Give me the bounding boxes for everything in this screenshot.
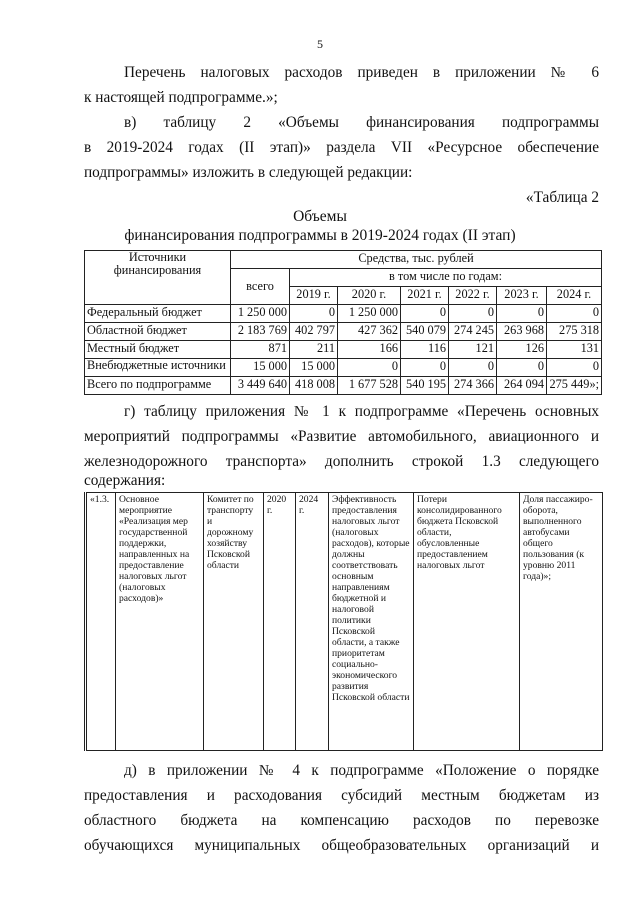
cell-value: 275 318 [547, 323, 602, 341]
cell-value: 540 079 [401, 323, 449, 341]
table-row [85, 341, 602, 359]
paragraph-line: г) таблицу приложения № 1 к подпрограмме «Перечень основных [124, 403, 599, 420]
cell-value: 121 [449, 341, 497, 359]
paragraph-line: обучающихся муниципальных общеобразовательных организаций и [84, 837, 599, 854]
header-year: 2023 г. [497, 287, 547, 305]
table-title: Объемы [293, 208, 347, 225]
paragraph-line: содержания: [84, 472, 166, 489]
table-header-row [85, 251, 602, 269]
row-source: Внебюджетные источники [85, 359, 231, 377]
paragraph-line: мероприятий подпрограммы «Развитие автомобильного, авиационного и [84, 428, 599, 445]
table-row [85, 305, 602, 323]
cell-value: 0 [449, 305, 497, 323]
row-source: Федеральный бюджет [85, 305, 231, 323]
cell-value: 1 677 528 [338, 377, 401, 395]
paragraph-line: д) в приложении № 4 к подпрограмме «Положение о порядке [124, 762, 599, 779]
cell-value: 0 [547, 359, 602, 377]
cell-value: 126 [497, 341, 547, 359]
cell-value: 1 250 000 [338, 305, 401, 323]
cell-value: 166 [338, 341, 401, 359]
cell-value: 402 797 [290, 323, 338, 341]
header-by-years: в том числе по годам: [290, 269, 602, 287]
activity-table [84, 492, 603, 751]
header-year: 2019 г. [290, 287, 338, 305]
cell-value: 211 [290, 341, 338, 359]
activity-losses: Потери консолидированного бюджета Псковской области, обусловленные предоставлением налоговых льгот [414, 493, 520, 751]
paragraph-line: Перечень налоговых расходов приведен в приложении № 6 [124, 64, 599, 81]
activity-start: 2020 г. [264, 493, 296, 751]
activity-indicator: Доля пассажиро-оборота, выполненного автобусами общего пользования (к уровню 2011 года)»; [520, 493, 603, 751]
activity-executor: Комитет по транспорту и дорожному хозяйству Псковской области [204, 493, 264, 751]
activity-end: 2024 г. [296, 493, 329, 751]
paragraph-line: подпрограммы» изложить в следующей редакции: [84, 164, 413, 181]
paragraph-line: областного бюджета на компенсацию расходов по перевозке [84, 812, 599, 829]
paragraph-line: к настоящей подпрограмме.»; [84, 89, 278, 106]
header-year: 2020 г. [338, 287, 401, 305]
cell-value: 540 195 [401, 377, 449, 395]
cell-value: 0 [338, 359, 401, 377]
table-row [86, 493, 603, 751]
financing-table [84, 250, 602, 395]
paragraph-line: предоставления и расходования субсидий местным бюджетам из [84, 787, 599, 804]
cell-value: 0 [401, 359, 449, 377]
cell-value: 427 362 [338, 323, 401, 341]
table-label: «Таблица 2 [525, 189, 599, 206]
cell-value: 418 008 [290, 377, 338, 395]
cell-total: 2 183 769 [231, 323, 290, 341]
cell-value: 263 968 [497, 323, 547, 341]
row-number: «1.3. [86, 493, 116, 751]
table-row [85, 359, 602, 377]
row-source: Местный бюджет [85, 341, 231, 359]
cell-total: 1 250 000 [231, 305, 290, 323]
paragraph-line: в 2019-2024 годах (II этап)» раздела VII «Ресурсное обеспечение [84, 139, 599, 156]
activity-name: Основное мероприятие «Реализация мер государственной поддержки, направленных на предоставление налоговых льгот (налоговых расходов)» [116, 493, 204, 751]
cell-value: 274 366 [449, 377, 497, 395]
header-year: 2022 г. [449, 287, 497, 305]
cell-value: 0 [401, 305, 449, 323]
cell-total: 871 [231, 341, 290, 359]
header-year: 2021 г. [401, 287, 449, 305]
cell-total: 3 449 640 [231, 377, 290, 395]
cell-total: 15 000 [231, 359, 290, 377]
cell-value: 0 [449, 359, 497, 377]
row-source: Областной бюджет [85, 323, 231, 341]
header-year: 2024 г. [547, 287, 602, 305]
page-number: 5 [317, 37, 323, 51]
paragraph-line: в) таблицу 2 «Объемы финансирования подпрограммы [124, 114, 599, 131]
table-subtitle: финансирования подпрограммы в 2019-2024 годах (II этап) [124, 227, 516, 244]
cell-value: 0 [497, 305, 547, 323]
cell-value: 116 [401, 341, 449, 359]
cell-value: 131 [547, 341, 602, 359]
row-source: Всего по подпрограмме [85, 377, 231, 395]
cell-value: 275 449»; [547, 377, 602, 395]
header-total: всего [231, 269, 290, 305]
cell-value: 274 245 [449, 323, 497, 341]
table-row [85, 323, 602, 341]
table-row-total [85, 377, 602, 395]
activity-effect: Эффективность предоставления налоговых льгот (налоговых расходов), которые должны соответствовать основным направлениям бюджетной и налоговой политики Псковской области, а также приоритетам социально-экономического развития Псковской области [329, 493, 414, 751]
cell-value: 0 [547, 305, 602, 323]
cell-value: 15 000 [290, 359, 338, 377]
cell-value: 0 [497, 359, 547, 377]
paragraph-line: железнодорожного транспорта» дополнить строкой 1.3 следующего [84, 453, 599, 470]
header-source: Источники финансирования [85, 251, 231, 305]
header-funds: Средства, тыс. рублей [231, 251, 602, 269]
cell-value: 0 [290, 305, 338, 323]
cell-value: 264 094 [497, 377, 547, 395]
